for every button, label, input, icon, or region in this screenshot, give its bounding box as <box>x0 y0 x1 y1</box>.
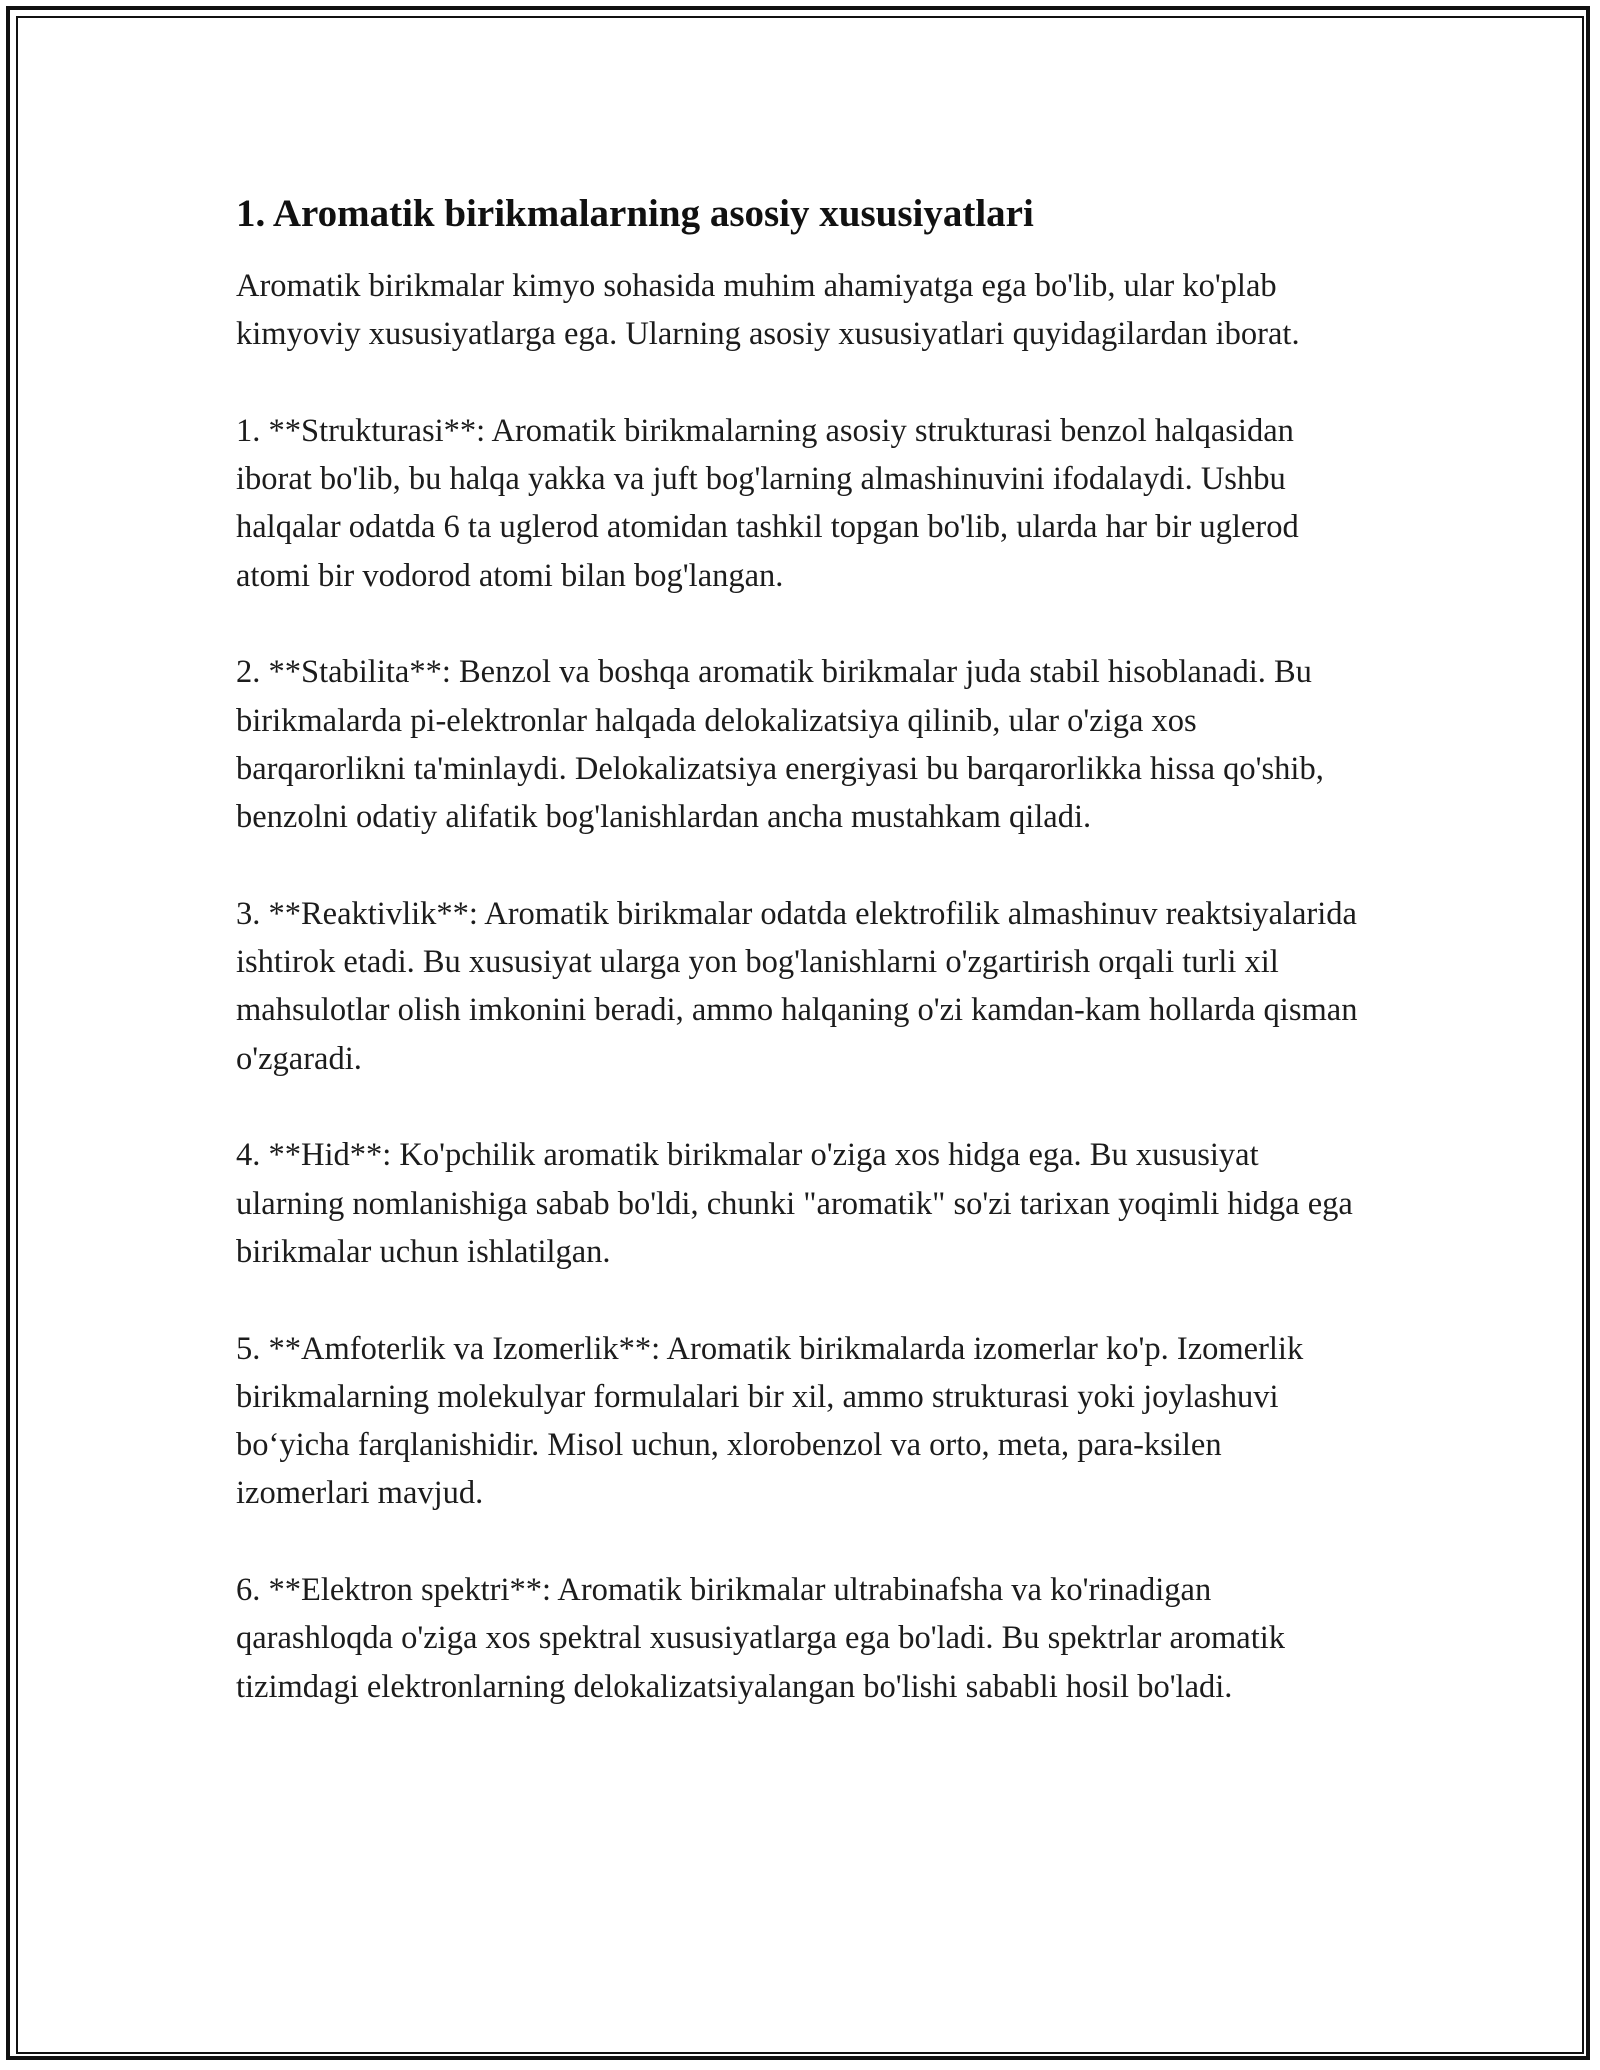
document-body <box>236 186 1361 1759</box>
paragraph-stabilita: 2. **Stabilita**: Benzol va boshqa aromatik birikmalar juda stabil hisoblanadi. Bu birikmalarda pi-elektronlar halqada delokalizatsiya qilinib, ular o'ziga xos barqarorlikni ta'minlaydi. Delokalizatsiya energiyasi bu barqarorlikka hissa qo'shib, benzolni odatiy alifatik bog'lanishlardan ancha mustahkam qiladi. <box>236 654 1324 836</box>
paragraph-hid: 4. **Hid**: Ko'pchilik aromatik birikmalar o'ziga xos hidga ega. Bu xususiyat ularning nomlanishiga sabab bo'ldi, chunki "aromatik" so'zi tarixan yoqimli hidga ega birikmalar uchun ishlatilgan. <box>236 1137 1353 1270</box>
paragraph-amfoterlik-izomerlik: 5. **Amfoterlik va Izomerlik**: Aromatik birikmalarda izomerlar ko'p. Izomerlik birikmalarning molekulyar formulalari bir xil, ammo strukturasi yoki joylashuvi bo‘yicha farqlanishidir. Misol uchun, xlorobenzol va orto, meta, para-ksilen izomerlari mavjud. <box>236 1330 1304 1512</box>
paragraph-strukturasi: 1. **Strukturasi**: Aromatik birikmalarning asosiy strukturasi benzol halqasidan iborat bo'lib, bu halqa yakka va juft bog'larning almashinuvini ifodalaydi. Ushbu halqalar odatda 6 ta uglerod atomidan tashkil topgan bo'lib, ularda har bir uglerod atomi bir vodorod atomi bilan bog'langan. <box>236 412 1299 594</box>
paragraph-reaktivlik: 3. **Reaktivlik**: Aromatik birikmalar odatda elektrofilik almashinuv reaktsiyalarida ishtirok etadi. Bu xususiyat ularga yon bog'lanishlarni o'zgartirish orqali turli xil mahsulotlar olish imkonini beradi, ammo halqaning o'zi kamdan-kam hollarda qisman o'zgaradi. <box>236 895 1358 1077</box>
section-heading: 1. Aromatik birikmalarning asosiy xususiyatlari <box>236 192 1034 235</box>
intro-paragraph: Aromatik birikmalar kimyo sohasida muhim ahamiyatga ega bo'lib, ular ko'plab kimyoviy xususiyatlarga ega. Ularning asosiy xususiyatlari quyidagilardan iborat. <box>236 268 1300 353</box>
paragraph-elektron-spektri: 6. **Elektron spektri**: Aromatik birikmalar ultrabinafsha va ko'rinadigan qarashloqda o'ziga xos spektral xususiyatlarga ega bo'ladi. Bu spektrlar aromatik tizimdagi elektronlarning delokalizatsiyalangan bo'lishi sababli hosil bo'ladi. <box>236 1572 1286 1705</box>
